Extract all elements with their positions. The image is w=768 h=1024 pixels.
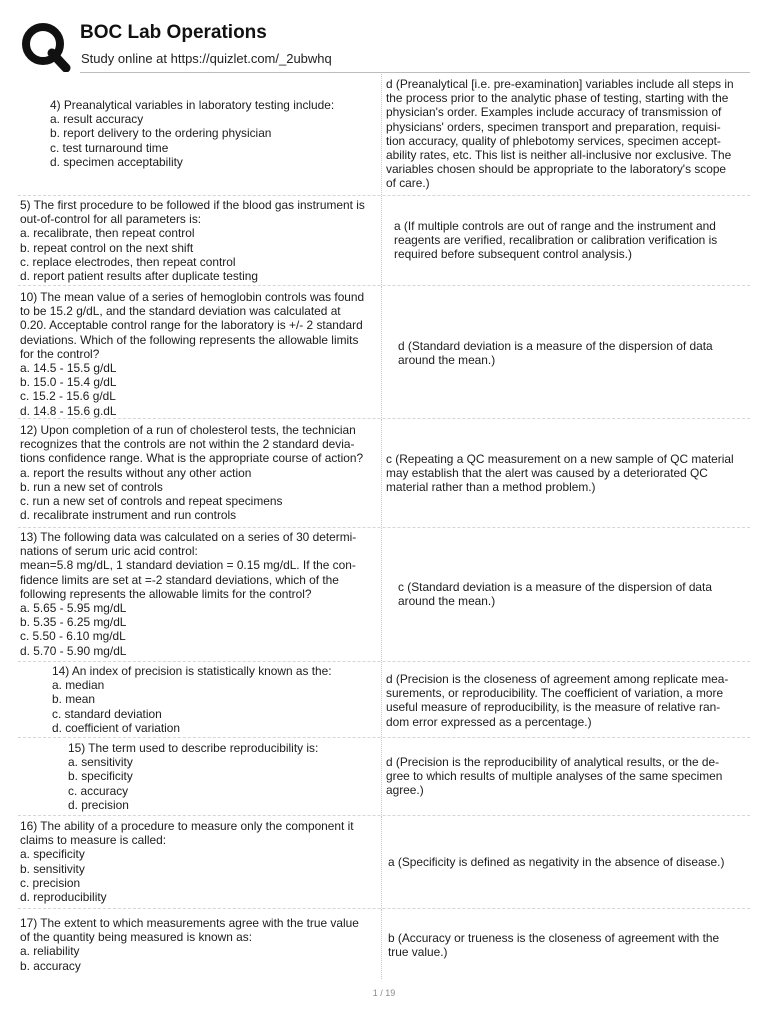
column-divider — [381, 662, 382, 737]
column-divider — [381, 738, 382, 815]
card-question: 17) The extent to which measurements agree with the true value of the quantity being measured is known as: a. reliability b. accuracy — [20, 916, 359, 973]
card-question: 16) The ability of a procedure to measure only the component it claims to measure is called: a. specificity b. sensitivity c. precision d. reproducibility — [20, 819, 354, 905]
card-answer: d (Precision is the closeness of agreement among replicate mea- surements, or reproducibility. The coefficient of variation, a more useful measure of reproducibility, is the measure of relative ran- dom error expressed as a percentage.) — [386, 672, 729, 729]
page-number: 1 / 19 — [372, 988, 396, 998]
flashcard-row — [18, 738, 750, 816]
study-link[interactable]: Study online at https://quizlet.com/_2ubwhq — [81, 51, 332, 66]
card-question: 12) Upon completion of a run of cholesterol tests, the technician recognizes that the controls are not within the 2 standard devia- tions confidence range. What is the appropriate course of action? a. report the results without any other action b. run a new set of controls c. run a new set of controls and repeat specimens d. recalibrate instrument and run controls — [20, 423, 364, 523]
card-answer: d (Preanalytical [i.e. pre-examination] variables include all steps in the process prior to the analytic phase of testing, starting with the physician's order. Examples include accuracy of transmission of physicians' orders, specimen transport and preparation, requisi- tion accuracy, quality of phlebotomy services, specimen accept- ability rates, etc. This list is neither all-inclusive nor exclusive. The variables chosen should be appropriate to the laboratory's scope of care.) — [386, 77, 734, 191]
card-question: 5) The first procedure to be followed if the blood gas instrument is out-of-control for all parameters is: a. recalibrate, then repeat control b. repeat control on the next shift c. replace electrodes, then repeat control d. report patient results after duplicate testing — [20, 198, 365, 284]
page-header — [18, 18, 750, 74]
card-answer: d (Precision is the reproducibility of analytical results, or the de- gree to which results of multiple analyses of the same specimen agree.) — [386, 755, 723, 798]
flashcard-row — [18, 196, 750, 286]
flashcard-row — [18, 662, 750, 738]
card-answer: b (Accuracy or trueness is the closeness of agreement with the true value.) — [388, 931, 720, 960]
card-answer: d (Standard deviation is a measure of the dispersion of data around the mean.) — [398, 339, 713, 368]
card-answer: c (Repeating a QC measurement on a new sample of QC material may establish that the alert was caused by a deteriorated QC material rather than a method problem.) — [386, 452, 734, 495]
column-divider — [381, 74, 382, 195]
flashcard-row — [18, 286, 750, 419]
card-question: 4) Preanalytical variables in laboratory testing include: a. result accuracy b. report delivery to the ordering physician c. test turnaround time d. specimen acceptability — [50, 98, 335, 169]
card-question: 13) The following data was calculated on a series of 30 determi- nations of serum uric acid control: mean=5.8 mg/dL, 1 standard deviation = 0.15 mg/dL. If the con- fidence limits are set at =-2 standard deviations, which of the following represents the allowable limits for the control? a. 5.65 - 5.95 mg/dL b. 5.35 - 6.25 mg/dL c. 5.50 - 6.10 mg/dL d. 5.70 - 5.90 mg/dL — [20, 530, 357, 658]
flashcard-row — [18, 816, 750, 909]
header-rule — [80, 72, 750, 73]
flashcard-row — [18, 528, 750, 662]
card-answer: a (If multiple controls are out of range and the instrument and reagents are verified, recalibration or calibration verification is required before subsequent control analysis.) — [394, 219, 718, 262]
flashcard-row — [18, 909, 750, 979]
flashcard-row — [18, 419, 750, 528]
card-question: 15) The term used to describe reproducibility is: a. sensitivity b. specificity c. accuracy d. precision — [68, 741, 319, 812]
page-title: BOC Lab Operations — [80, 22, 267, 43]
card-answer: c (Standard deviation is a measure of the dispersion of data around the mean.) — [398, 580, 712, 609]
quizlet-q-logo-icon[interactable] — [18, 18, 72, 72]
card-question: 14) An index of precision is statistically known as the: a. median b. mean c. standard deviation d. coefficient of variation — [52, 664, 332, 735]
card-answer: a (Specificity is defined as negativity in the absence of disease.) — [388, 855, 725, 869]
card-question: 10) The mean value of a series of hemoglobin controls was found to be 15.2 g/dL, and the standard deviation was calculated at 0.20. Acceptable control range for the laboratory is +/- 2 standard deviations. Which of the following represents the allowable limits for the control? a. 14.5 - 15.5 g/dL b. 15.0 - 15.4 g/dL c. 15.2 - 15.6 g/dL d. 14.8 - 15.6 g.dL — [20, 290, 365, 418]
flashcard-row — [18, 74, 750, 196]
